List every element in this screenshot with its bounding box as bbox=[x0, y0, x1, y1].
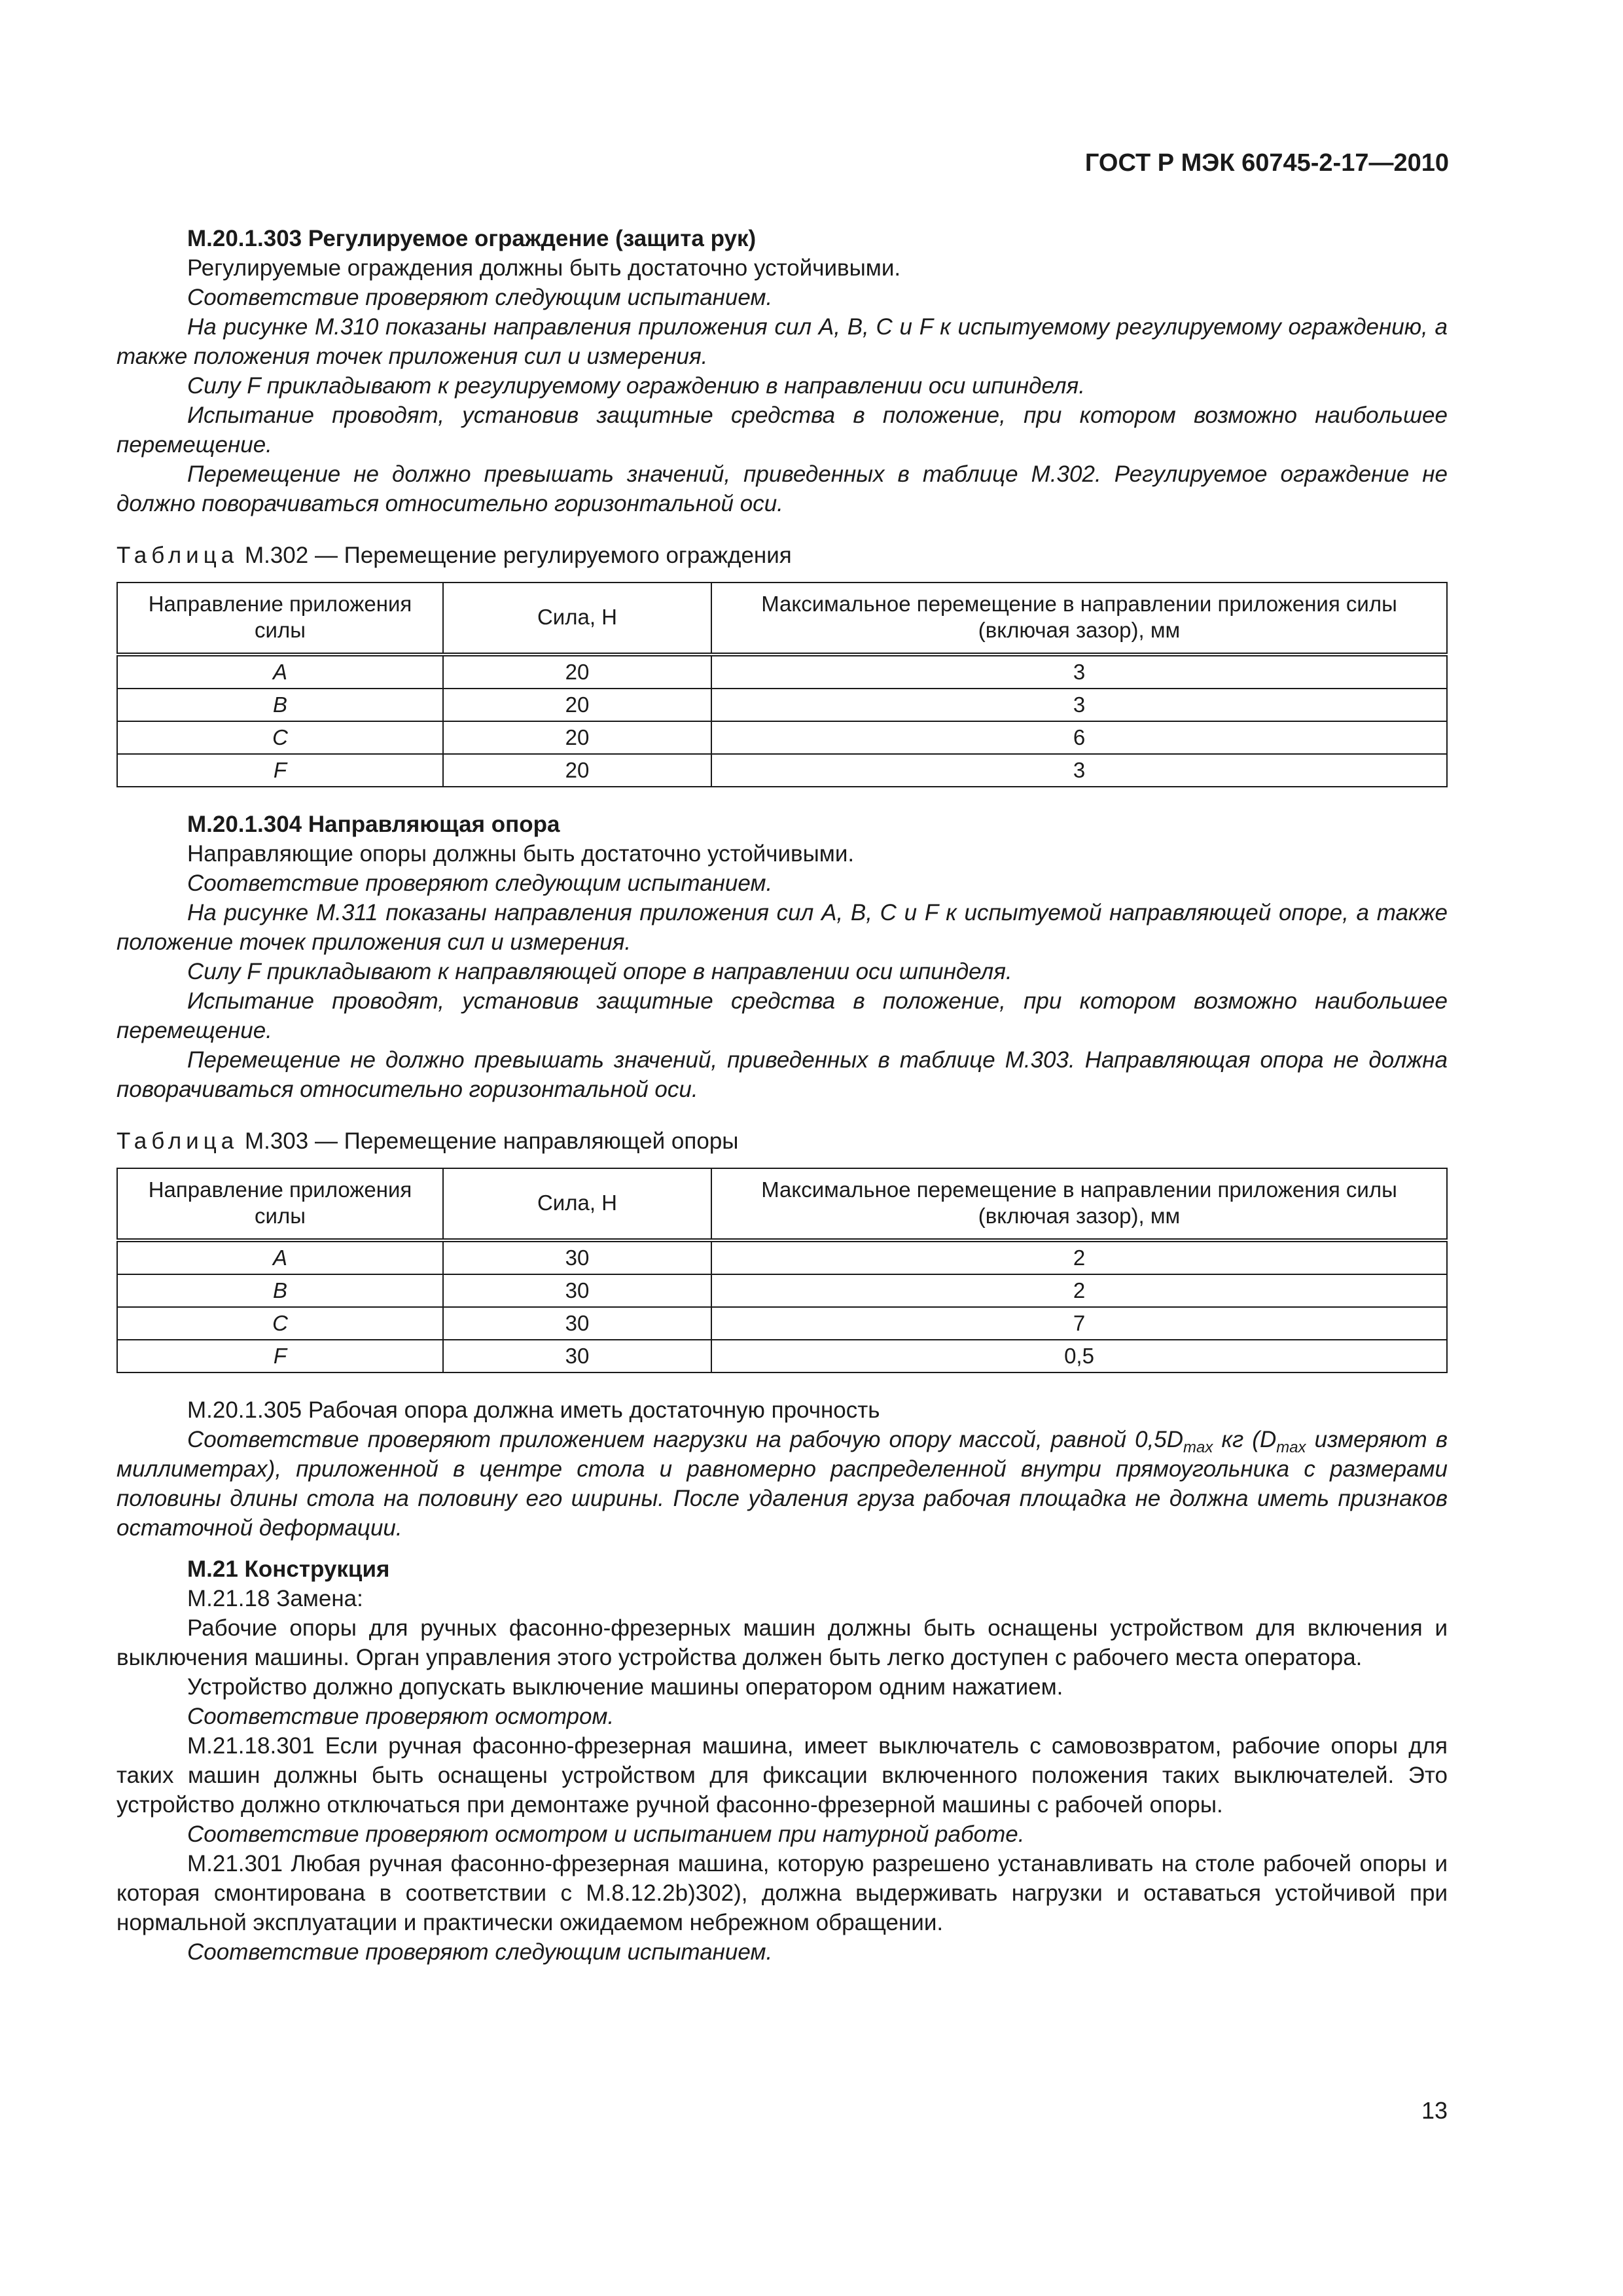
paragraph: Устройство должно допускать выключение машины оператором одним нажатием. bbox=[187, 1674, 1063, 1700]
table-303 bbox=[116, 1168, 1448, 1373]
table-row bbox=[117, 754, 1447, 787]
table-caption-303 bbox=[116, 1126, 1448, 1156]
paragraph: Рабочие опоры для ручных фасонно-фрезерных машин должны быть оснащены устройством для включения и выключения машины. Орган управления этого устройства должен быть легко доступен с рабочего места оператора. bbox=[116, 1615, 1448, 1670]
table-caption-word: Таблица bbox=[116, 543, 239, 568]
table-caption-text: М.303 — Перемещение направляющей опоры bbox=[238, 1128, 739, 1154]
paragraph: Направляющие опоры должны быть достаточно устойчивыми. bbox=[187, 841, 855, 867]
table-cell: 7 bbox=[711, 1307, 1447, 1340]
paragraph: Регулируемые ограждения должны быть достаточно устойчивыми. bbox=[187, 255, 901, 281]
document-body bbox=[116, 224, 1448, 1967]
paragraph-305-compliance bbox=[116, 1425, 1448, 1543]
table-row bbox=[117, 1274, 1447, 1307]
paragraph-305: М.20.1.305 Рабочая опора должна иметь достаточную прочность bbox=[187, 1397, 880, 1423]
paragraph: Соответствие проверяют осмотром. bbox=[187, 1704, 615, 1729]
table-row bbox=[117, 1307, 1447, 1340]
table-cell: F bbox=[117, 1340, 443, 1372]
table-header-cell: Сила, Н bbox=[443, 583, 711, 655]
table-row bbox=[117, 721, 1447, 754]
table-header-cell: Направление приложения силы bbox=[117, 583, 443, 655]
paragraph: На рисунке М.310 показаны направления приложения сил A, B, C и F к испытуемому регулируемому ограждению, а также положения точек приложения сил и измерения. bbox=[116, 314, 1448, 369]
table-cell: 6 bbox=[711, 721, 1447, 754]
text-run: кг (D bbox=[1213, 1427, 1277, 1452]
table-cell: B bbox=[117, 1274, 443, 1307]
table-cell: A bbox=[117, 1240, 443, 1274]
paragraph: Испытание проводят, установив защитные средства в положение, при котором возможно наибольшее перемещение. bbox=[116, 988, 1448, 1043]
subscript: max bbox=[1276, 1439, 1306, 1456]
section-heading-m21: М.21 Конструкция bbox=[187, 1556, 390, 1582]
table-cell: 30 bbox=[443, 1274, 711, 1307]
table-header-cell: Сила, Н bbox=[443, 1168, 711, 1240]
document-header: ГОСТ Р МЭК 60745-2-17—2010 bbox=[1084, 149, 1449, 177]
table-header-cell: Максимальное перемещение в направлении приложения силы (включая зазор), мм bbox=[711, 1168, 1447, 1240]
paragraph: Перемещение не должно превышать значений, приведенных в таблице М.303. Направляющая опора не должна поворачиваться относительно горизонтальной оси. bbox=[116, 1047, 1448, 1102]
table-row bbox=[117, 1240, 1447, 1274]
table-cell: 2 bbox=[711, 1274, 1447, 1307]
text-run: Соответствие проверяют приложением нагрузки на рабочую опору массой, равной 0,5D bbox=[187, 1427, 1184, 1452]
table-cell: 30 bbox=[443, 1307, 711, 1340]
text-run: измеряют в миллиметрах), приложенной в центре стола и равномерно распределенной внутри прямоугольника с размерами половины длины стола на половину его ширины. После удаления груза рабочая площадка не должна иметь признаков остаточной деформации. bbox=[116, 1427, 1448, 1541]
table-cell: 2 bbox=[711, 1240, 1447, 1274]
paragraph: Соответствие проверяют следующим испытанием. bbox=[187, 1939, 773, 1965]
subscript: max bbox=[1183, 1439, 1213, 1456]
table-header-cell: Направление приложения силы bbox=[117, 1168, 443, 1240]
paragraph: М.21.18.301 Если ручная фасонно-фрезерная машина, имеет выключатель с самовозвратом, рабочие опоры для таких машин должны быть оснащены устройством для фиксации включенного положения таких выключателей. Это устройство должно отключаться при демонтаже ручной фасонно-фрезерной машины с рабочей опоры. bbox=[116, 1733, 1448, 1818]
table-row bbox=[117, 655, 1447, 689]
table-cell: C bbox=[117, 721, 443, 754]
paragraph: На рисунке М.311 показаны направления приложения сил A, B, C и F к испытуемой направляющей опоре, а также положение точек приложения сил и измерения. bbox=[116, 900, 1448, 955]
paragraph: Испытание проводят, установив защитные средства в положение, при котором возможно наибольшее перемещение. bbox=[116, 403, 1448, 457]
table-cell: 20 bbox=[443, 655, 711, 689]
paragraph: М.21.301 Любая ручная фасонно-фрезерная машина, которую разрешено устанавливать на столе рабочей опоры и которая смонтирована в соответствии с М.8.12.2b)302), должна выдерживать нагрузки и оставаться устойчивой при нормальной эксплуатации и практически ожидаемом небрежном обращении. bbox=[116, 1851, 1448, 1935]
paragraph: Соответствие проверяют следующим испытанием. bbox=[187, 870, 773, 896]
table-cell: A bbox=[117, 655, 443, 689]
table-cell: 20 bbox=[443, 689, 711, 721]
paragraph: Соответствие проверяют следующим испытанием. bbox=[187, 285, 773, 310]
table-cell: 30 bbox=[443, 1240, 711, 1274]
table-caption-text: М.302 — Перемещение регулируемого ограждения bbox=[238, 543, 792, 568]
table-302 bbox=[116, 582, 1448, 787]
table-cell: 0,5 bbox=[711, 1340, 1447, 1372]
section-heading-304: М.20.1.304 Направляющая опора bbox=[187, 812, 560, 837]
paragraph: М.21.18 Замена: bbox=[187, 1586, 363, 1611]
table-cell: 20 bbox=[443, 754, 711, 787]
table-cell: C bbox=[117, 1307, 443, 1340]
table-header-cell: Максимальное перемещение в направлении приложения силы (включая зазор), мм bbox=[711, 583, 1447, 655]
paragraph: Силу F прикладывают к регулируемому ограждению в направлении оси шпинделя. bbox=[187, 373, 1085, 399]
table-cell: F bbox=[117, 754, 443, 787]
table-cell: 20 bbox=[443, 721, 711, 754]
table-cell: 3 bbox=[711, 655, 1447, 689]
section-heading-303: М.20.1.303 Регулируемое ограждение (защита рук) bbox=[187, 226, 757, 251]
table-cell: 3 bbox=[711, 689, 1447, 721]
table-row bbox=[117, 1340, 1447, 1372]
table-cell: B bbox=[117, 689, 443, 721]
paragraph: Силу F прикладывают к направляющей опоре в направлении оси шпинделя. bbox=[187, 959, 1012, 984]
paragraph: Перемещение не должно превышать значений, приведенных в таблице М.302. Регулируемое ограждение не должно поворачиваться относительно горизонтальной оси. bbox=[116, 461, 1448, 516]
table-cell: 3 bbox=[711, 754, 1447, 787]
table-caption-302 bbox=[116, 541, 1448, 570]
table-cell: 30 bbox=[443, 1340, 711, 1372]
table-caption-word: Таблица bbox=[116, 1128, 239, 1154]
page-number: 13 bbox=[1421, 2097, 1448, 2124]
table-row bbox=[117, 689, 1447, 721]
paragraph: Соответствие проверяют осмотром и испытанием при натурной работе. bbox=[187, 1821, 1025, 1847]
